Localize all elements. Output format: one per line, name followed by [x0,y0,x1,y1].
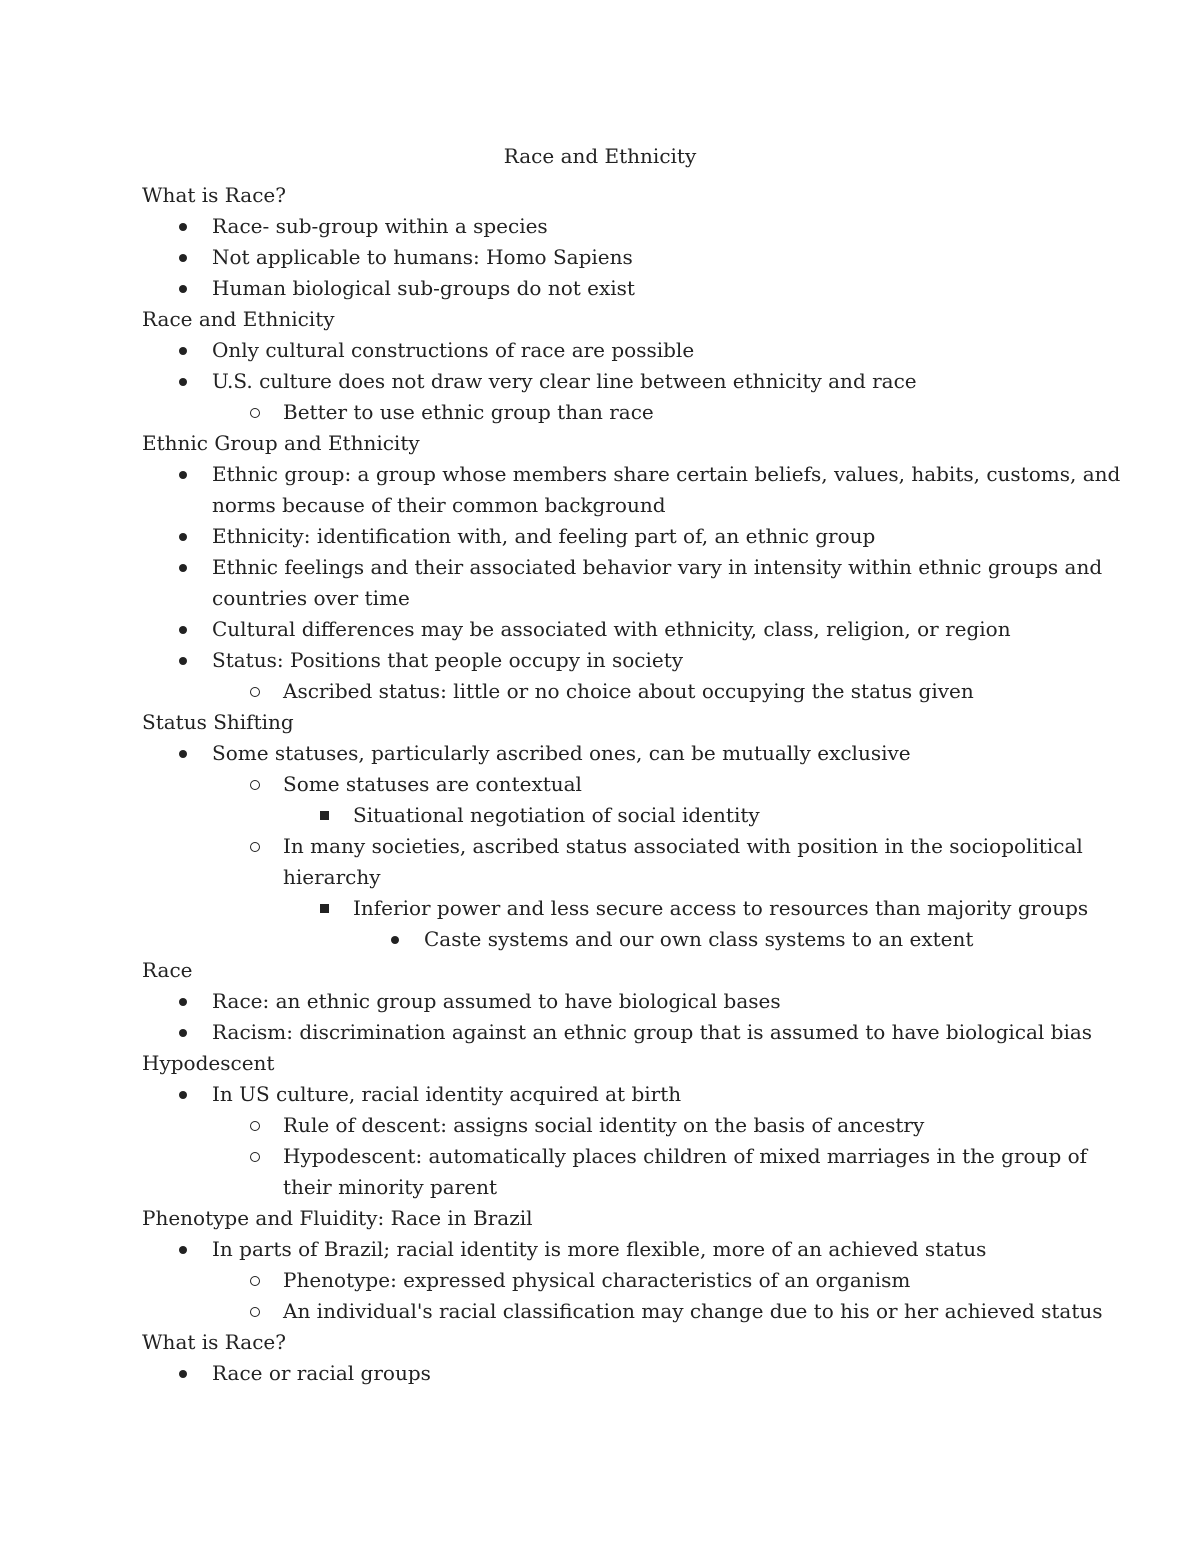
list-item [142,335,1062,366]
list-item-text: Race- sub-group within a species [212,214,548,238]
list-item [142,552,1103,583]
list-item [142,459,1121,490]
list-item [142,800,1062,831]
bullet-circle-icon [250,1141,260,1172]
document-title: Race and Ethnicity [503,144,697,168]
list-item-text: Racism: discrimination against an ethnic group that is assumed to have biological bias [212,1020,1093,1044]
bullet-circle-icon [250,1110,260,1141]
list-item-continuation [142,490,1062,521]
list-item-text: Ethnic group: a group whose members share certain beliefs, values, habits, customs, and [212,462,1121,486]
list-item [142,1296,1103,1327]
list-item-continuation [142,862,1062,893]
list-item-continuation [142,583,1062,614]
document-body [142,180,1121,1389]
section-heading: Status Shifting [142,710,294,734]
bullet-dot-icon [179,335,187,366]
list-item [142,273,1062,304]
list-item-text: norms because of their common background [212,493,666,517]
list-item [142,738,1062,769]
section-heading: Phenotype and Fluidity: Race in Brazil [142,1206,533,1230]
list-item-continuation [142,1172,1062,1203]
list-item-text: their minority parent [283,1175,498,1199]
bullet-dot-icon [179,1234,187,1265]
list-item [142,614,1062,645]
list-item-text: Human biological sub-groups do not exist [212,276,635,300]
section-heading: What is Race? [142,183,286,207]
section-heading: Race [142,958,193,982]
list-item [142,1110,1062,1141]
list-item [142,769,1062,800]
list-item-text: An individual's racial classification may change due to his or her achieved status [283,1299,1103,1323]
list-item-text: Caste systems and our own class systems to an extent [424,927,974,951]
list-item [142,521,1062,552]
list-item [142,1234,1062,1265]
bullet-circle-icon [250,1265,260,1296]
bullet-circle-icon [250,397,260,428]
bullet-dot-icon [179,1017,187,1048]
list-item-text: Some statuses, particularly ascribed ones, can be mutually exclusive [212,741,911,765]
list-item-text: Cultural differences may be associated with ethnicity, class, religion, or region [212,617,1011,641]
list-item [142,211,1062,242]
list-item [142,924,1062,955]
bullet-circle-icon [250,1296,260,1327]
list-item [142,893,1089,924]
bullet-dot-icon [179,738,187,769]
list-item-text: Race or racial groups [212,1361,431,1385]
list-item-text: In US culture, racial identity acquired at birth [212,1082,682,1106]
bullet-dot-icon [179,1079,187,1110]
bullet-dot-icon [179,459,187,490]
bullet-dot-icon [179,645,187,676]
list-item-text: Some statuses are contextual [283,772,582,796]
list-item-text: Inferior power and less secure access to resources than majority groups [353,896,1089,920]
list-item-text: Not applicable to humans: Homo Sapiens [212,245,633,269]
list-item [142,1079,1062,1110]
list-item-text: Ethnicity: identification with, and feeling part of, an ethnic group [212,524,876,548]
list-item [142,676,1062,707]
list-item [142,645,1062,676]
bullet-square-icon [320,800,329,831]
bullet-dot-icon [179,521,187,552]
list-item-text: Ethnic feelings and their associated behavior vary in intensity within ethnic groups and [212,555,1103,579]
list-item-text: countries over time [212,586,410,610]
list-item-text: Phenotype: expressed physical characteristics of an organism [283,1268,911,1292]
bullet-dot-icon [179,242,187,273]
list-item-text: Status: Positions that people occupy in society [212,648,684,672]
section-heading: Ethnic Group and Ethnicity [142,431,420,455]
bullet-dot-icon [179,986,187,1017]
list-item [142,1358,1062,1389]
list-item [142,986,1062,1017]
list-item-text: Race: an ethnic group assumed to have biological bases [212,989,781,1013]
list-item [142,366,1062,397]
list-item [142,397,1062,428]
bullet-dot-icon [179,552,187,583]
list-item [142,1017,1093,1048]
bullet-dot-icon [179,1358,187,1389]
list-item [142,242,1062,273]
section-heading: Race and Ethnicity [142,307,335,331]
bullet-circle-icon [250,769,260,800]
list-item-text: Rule of descent: assigns social identity on the basis of ancestry [283,1113,925,1137]
list-item-text: Only cultural constructions of race are possible [212,338,695,362]
list-item-text: Situational negotiation of social identity [353,803,760,827]
bullet-dot-icon [179,273,187,304]
list-item [142,1141,1088,1172]
list-item-text: Better to use ethnic group than race [283,400,654,424]
list-item-text: In many societies, ascribed status associated with position in the sociopolitical [283,834,1083,858]
bullet-dot-icon [179,366,187,397]
list-item-text: Ascribed status: little or no choice about occupying the status given [283,679,974,703]
list-item-text: U.S. culture does not draw very clear line between ethnicity and race [212,369,917,393]
bullet-dot-icon [179,211,187,242]
bullet-circle-icon [250,831,260,862]
list-item-text: In parts of Brazil; racial identity is more flexible, more of an achieved status [212,1237,987,1261]
section-heading: What is Race? [142,1330,286,1354]
list-item-text: Hypodescent: automatically places children of mixed marriages in the group of [283,1144,1088,1168]
bullet-circle-icon [250,676,260,707]
section-heading: Hypodescent [142,1051,275,1075]
bullet-dot-icon [391,924,399,955]
list-item [142,831,1083,862]
list-item-text: hierarchy [283,865,381,889]
list-item [142,1265,1062,1296]
bullet-square-icon [320,893,329,924]
bullet-dot-icon [179,614,187,645]
